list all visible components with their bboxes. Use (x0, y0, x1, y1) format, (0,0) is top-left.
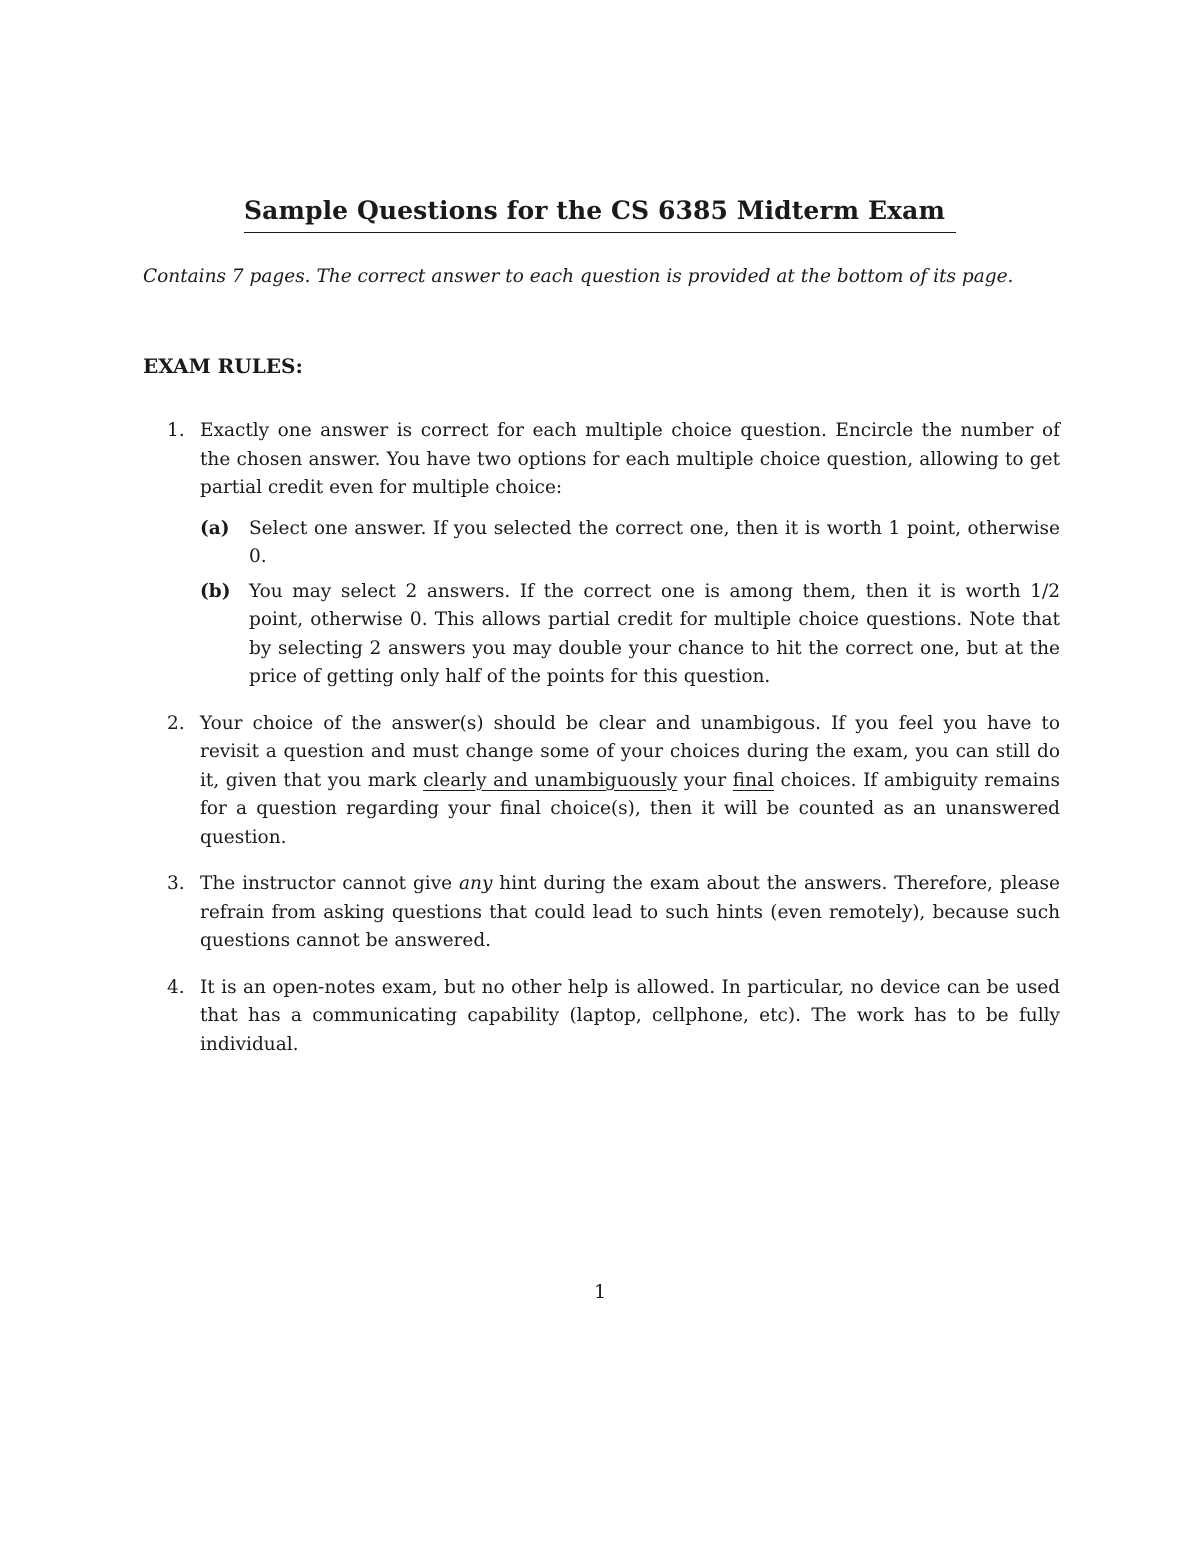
rule-item-4 (143, 974, 1060, 1060)
underlined-word-final: final (732, 769, 774, 791)
sub-item-label: (a) (200, 517, 230, 539)
document-title: Sample Questions for the CS 6385 Midterm Exam (244, 196, 946, 225)
rule-sub-list (200, 515, 1060, 692)
rule-number: 2. (167, 712, 185, 734)
rule-number: 1. (167, 420, 185, 441)
sub-item-label: (b) (200, 580, 231, 602)
rule-text-segment: your (683, 769, 727, 791)
rule-number: 3. (167, 873, 185, 894)
sub-item-text: Select one answer. If you selected the correct one, then it is worth 1 point, otherwise 0. (249, 517, 1060, 567)
rule-text-segment: The instructor cannot give (200, 873, 453, 894)
rule-item-2 (143, 710, 1060, 853)
document-subtitle: Contains 7 pages. The correct answer to each question is provided at the bottom of its page. (143, 266, 1014, 287)
rule-item-1 (143, 417, 1060, 692)
exam-rules-list (143, 417, 1060, 1059)
rule-text-segment: hint during the exam about the answers. Therefore, please refrain from asking questions that could lead to such hints (even remotely), because such questions cannot be answered. (200, 873, 1060, 951)
rule-text-segment: Your choice of the answer(s) should be clear and unambigous. If you feel you have to revisit a question and must change some of your choices during the exam, you can still do it, given that you mark (200, 712, 1060, 791)
rule-sub-item-a (200, 515, 1060, 572)
rule-text (200, 710, 1060, 853)
underlined-phrase-clearly: clearly and unambiguously (423, 769, 678, 791)
rule-text: Exactly one answer is correct for each multiple choice question. Encircle the number of the chosen answer. You have two options for each multiple choice question, allowing to get partial credit even for multiple choice: (200, 420, 1060, 498)
rule-text-segment: choices. If ambiguity remains for a question regarding your final choice(s), then it will be counted as an unanswered question. (200, 769, 1060, 848)
sub-item-text: You may select 2 answers. If the correct one is among them, then it is worth 1/2 point, otherwise 0. This allows partial credit for multiple choice questions. Note that by selecting 2 answers you may double your chance to hit the correct one, but at the price of getting only half of the points for this question. (249, 580, 1060, 687)
rule-sub-item-b (200, 578, 1060, 692)
rule-number: 4. (167, 976, 185, 998)
rule-text (200, 870, 1060, 956)
rule-text: It is an open-notes exam, but no other help is allowed. In particular, no device can be used that has a communicating capability (laptop, cellphone, etc). The work has to be fully individual. (200, 976, 1060, 1055)
title-underline (244, 232, 956, 233)
page-number: 1 (593, 1281, 607, 1303)
emphasized-word-any: any (459, 873, 493, 894)
rule-item-3 (143, 870, 1060, 956)
section-heading-exam-rules: EXAM RULES: (143, 354, 303, 378)
